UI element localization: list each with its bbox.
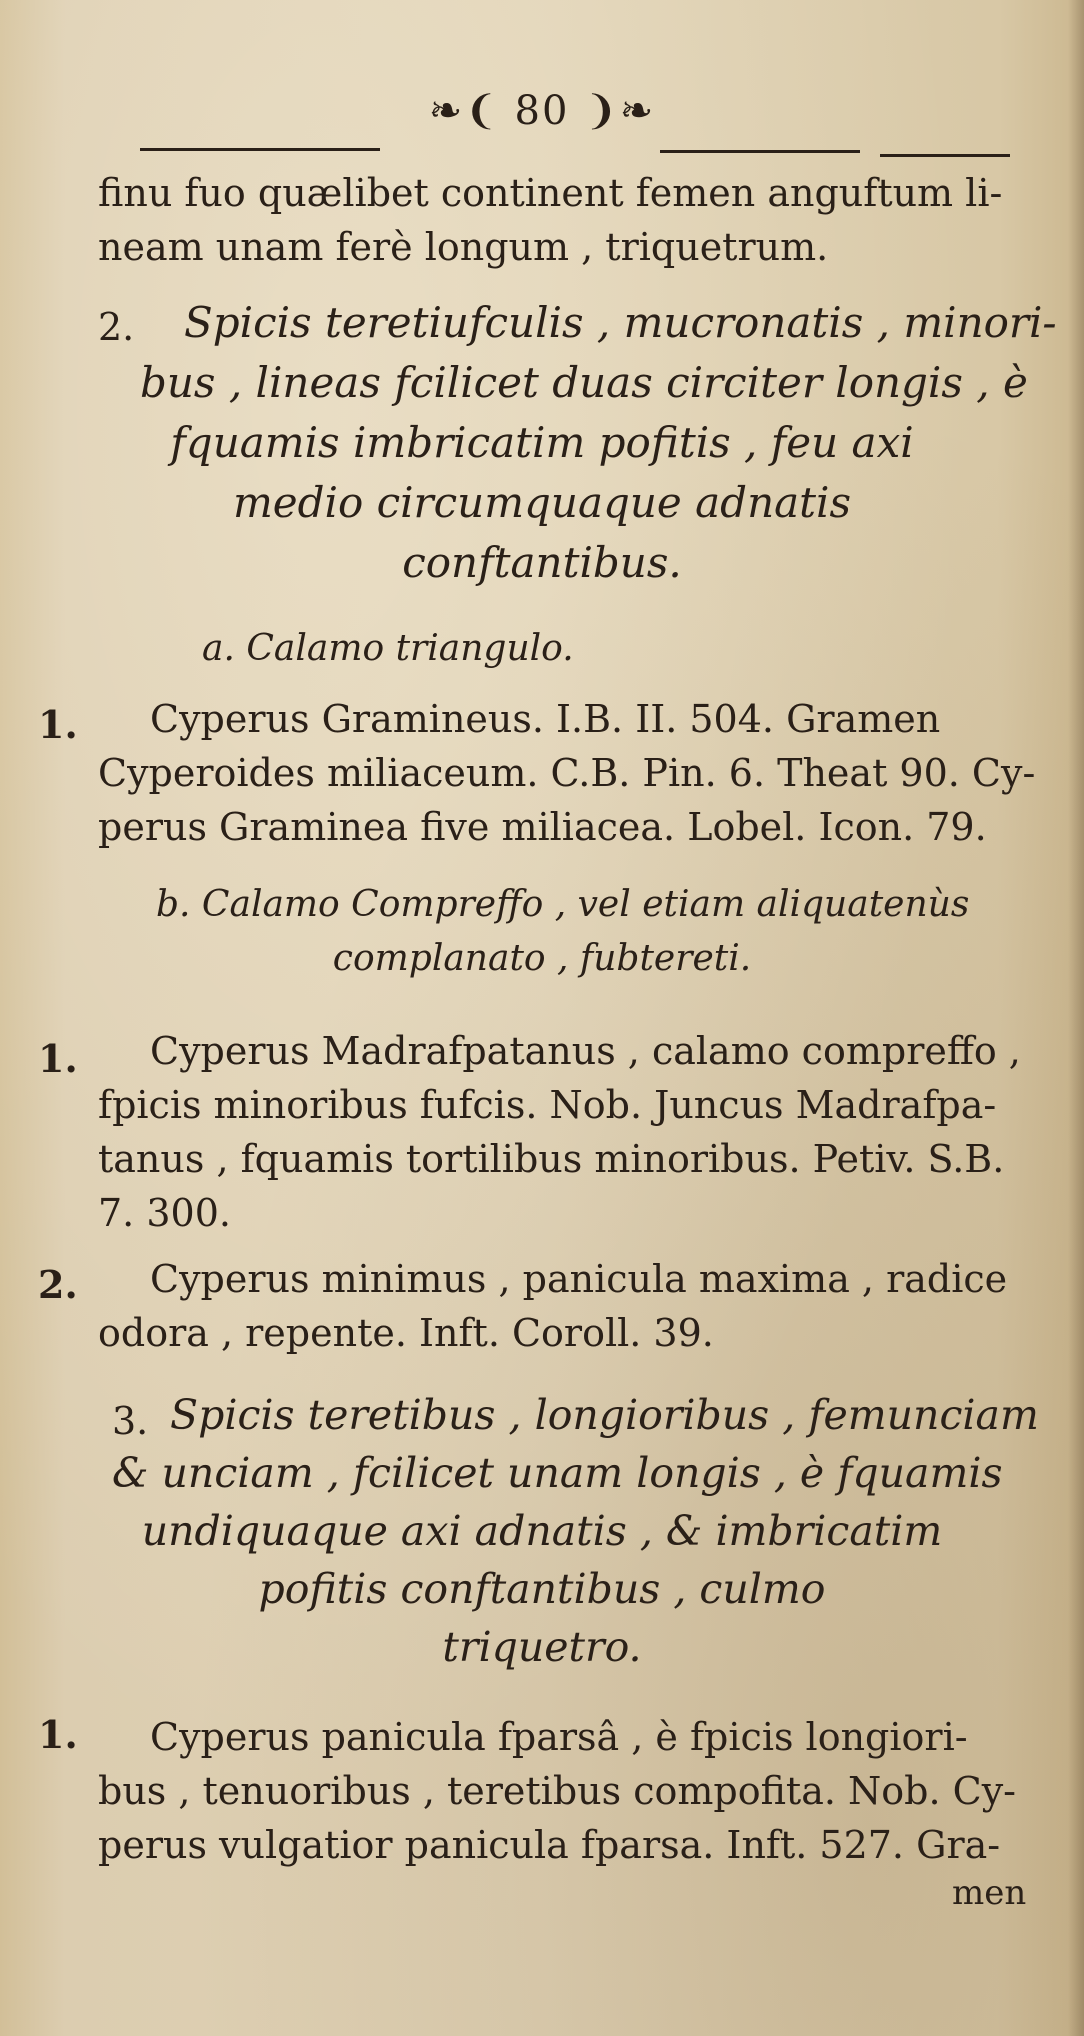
section-heading-line: conftantibus. [402, 538, 682, 587]
text-line: Cyperus Madrafpatanus , calamo compreffo , [150, 1029, 1021, 1073]
section-heading-line: & unciam , fcilicet unam longis , è fquamis [112, 1449, 1003, 1497]
header-ornament-left: ❧❨ [428, 88, 500, 134]
header-ornament-right: ❩❧ [584, 88, 656, 134]
subheading-b: b. Calamo Compreffo , vel etiam aliquatenùs [156, 884, 970, 925]
entry-number: 1. [38, 1036, 78, 1081]
subheading-a: a. Calamo triangulo. [202, 628, 574, 669]
section-heading-line: pofitis conftantibus , culmo [258, 1565, 826, 1613]
header-rule-right [660, 150, 860, 153]
catchword: men [952, 1873, 1027, 1913]
entry-number: 1. [38, 702, 78, 747]
subheading-b: complanato , fubtereti. [332, 938, 752, 979]
text-line: finu fuo quælibet continent femen anguftum li- [98, 171, 1003, 215]
entry-number: 2. [38, 1262, 78, 1307]
section-heading-line: fquamis imbricatim pofitis , feu axi [170, 418, 914, 467]
header-rule-left [140, 148, 380, 151]
page-header [0, 88, 1084, 134]
page-edge-shadow [1068, 0, 1084, 2036]
text-line: odora , repente. Inft. Coroll. 39. [98, 1311, 714, 1355]
section-number: 2. [98, 305, 135, 349]
section-heading-line: Spicis teretiufculis , mucronatis , minori- [184, 298, 1057, 347]
text-line: 7. 300. [98, 1191, 231, 1235]
header-rule-far-right [880, 154, 1010, 157]
text-line: perus Graminea five miliacea. Lobel. Icon. 79. [98, 805, 987, 849]
section-heading-line: bus , lineas fcilicet duas circiter longis , è [140, 358, 1028, 407]
text-line: tanus , fquamis tortilibus minoribus. Petiv. S.B. [98, 1137, 1005, 1181]
text-line: perus vulgatior panicula fparsa. Inft. 527. Gra- [98, 1823, 1001, 1867]
section-heading-line: undiquaque axi adnatis , & imbricatim [141, 1507, 943, 1555]
text-line: fpicis minoribus fufcis. Nob. Juncus Madrafpa- [98, 1083, 997, 1127]
text-line: Cyperus minimus , panicula maxima , radice [150, 1257, 1008, 1301]
text-line: Cyperoides miliaceum. C.B. Pin. 6. Theat 90. Cy- [98, 751, 1036, 795]
text-line: Cyperus panicula fparsâ , è fpicis longiori- [150, 1715, 968, 1759]
text-line: neam unam ferè longum , triquetrum. [98, 225, 829, 269]
text-line: Cyperus Gramineus. I.B. II. 504. Gramen [150, 697, 941, 741]
section-heading-line: Spicis teretibus , longioribus , femunciam [170, 1391, 1039, 1439]
text-line: bus , tenuoribus , teretibus compofita. Nob. Cy- [98, 1769, 1017, 1813]
entry-number: 1. [38, 1712, 78, 1757]
page-number: 80 [514, 88, 570, 134]
section-number: 3. [112, 1399, 149, 1443]
section-heading-line: medio circumquaque adnatis [232, 478, 852, 527]
section-heading-line: triquetro. [442, 1623, 642, 1671]
